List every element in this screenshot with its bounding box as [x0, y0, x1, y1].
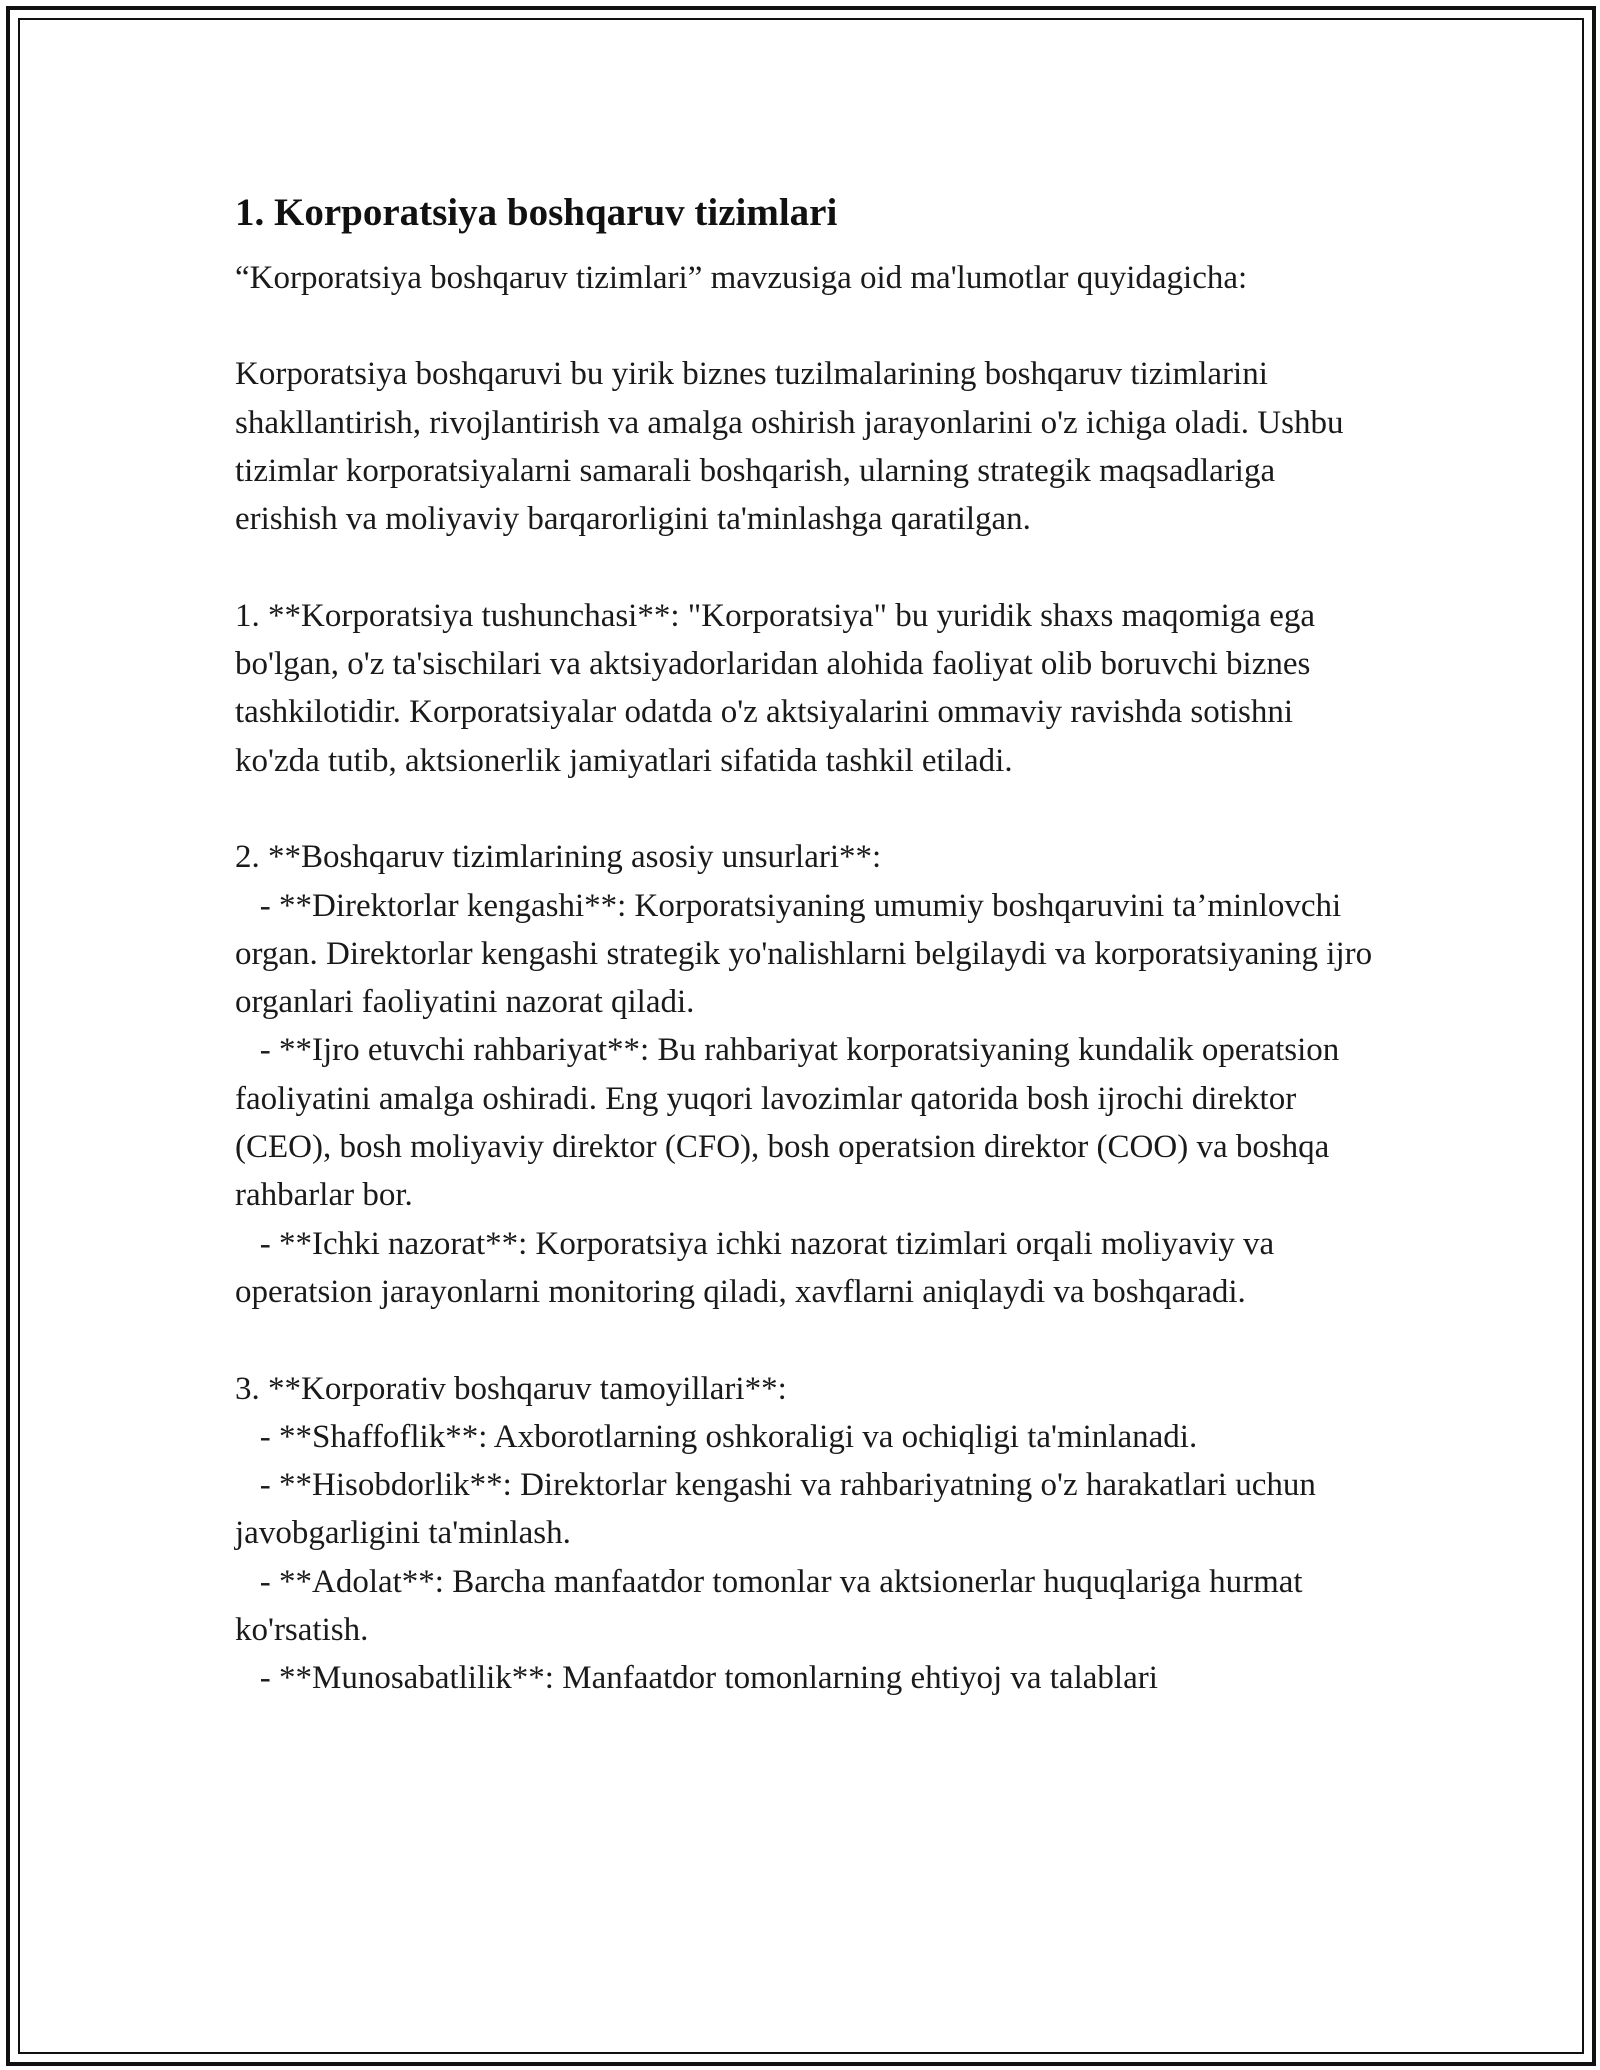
list-item-internal-control: - **Ichki nazorat**: Korporatsiya ichki nazorat tizimlari orqali moliyaviy va operatsion jarayonlarni monitoring qiladi, xavflarni aniqlaydi va boshqaradi. — [235, 1225, 1283, 1310]
paragraph-overview: Korporatsiya boshqaruvi bu yirik biznes tuzilmalarining boshqaruv tizimlarini shakllantirish, rivojlantirish va amalga oshirish jarayonlarini o'z ichiga oladi. Ushbu tizimlar korporatsiyalarni samarali boshqarish, ularning strategik maqsadlariga erishish va moliyaviy barqarorligini ta'minlashga qaratilgan. — [235, 356, 1352, 538]
list-item-board: - **Direktorlar kengashi**: Korporatsiyaning umumiy boshqaruvini ta’minlovchi organ. Direktorlar kengashi strategik yo'nalishlarni belgilaydi va korporatsiyaning ijro organlari faoliyatini nazorat qiladi. — [235, 887, 1381, 1021]
list-item-fairness: - **Adolat**: Barcha manfaatdor tomonlar va aktsionerlar huquqlariga hurmat ko'rsatish. — [235, 1563, 1311, 1649]
list-item-executive: - **Ijro etuvchi rahbariyat**: Bu rahbariyat korporatsiyaning kundalik operatsion faoliyatini amalga oshiradi. Eng yuqori lavozimlar qatorida bosh ijrochi direktor (CEO), bosh moliyaviy direktor (CFO), bosh operatsion direktor (COO) va boshqa rahbarlar bor. — [235, 1032, 1348, 1214]
list-item-accountability: - **Hisobdorlik**: Direktorlar kengashi va rahbariyatning o'z harakatlari uchun javobgarligini ta'minlash. — [235, 1467, 1325, 1552]
document-page — [235, 185, 1381, 1703]
spacer — [235, 785, 1375, 833]
intro-text: “Korporatsiya boshqaruv tizimlari” mavzusiga oid ma'lumotlar quyidagicha: — [235, 260, 1248, 296]
list-heading-principles: 3. **Korporativ boshqaruv tamoyillari**: — [235, 1370, 787, 1407]
spacer — [235, 302, 1375, 350]
list-heading-elements: 2. **Boshqaruv tizimlarining asosiy unsurlari**: — [235, 839, 882, 876]
spacer — [235, 543, 1375, 591]
section-heading: 1. Korporatsiya boshqaruv tizimlari — [235, 191, 838, 234]
list-item-transparency: - **Shaffoflik**: Axborotlarning oshkoraligi va ochiqligi ta'minlanadi. — [235, 1418, 1198, 1455]
paragraph-corporation-concept: 1. **Korporatsiya tushunchasi**: "Korporatsiya" bu yuridik shaxs maqomiga ega bo'lgan, o'z ta'sischilari va aktsiyadorlaridan alohida faoliyat olib boruvchi biznes tashkilotidir. Korporatsiyalar odatda o'z aktsiyalarini ommaviy ravishda sotishni ko'zda tutib, aktsionerlik jamiyatlari sifatida tashkil etiladi. — [235, 597, 1324, 779]
list-item-responsiveness: - **Munosabatlilik**: Manfaatdor tomonlarning ehtiyoj va talablari — [235, 1660, 1158, 1697]
spacer — [235, 1316, 1375, 1364]
